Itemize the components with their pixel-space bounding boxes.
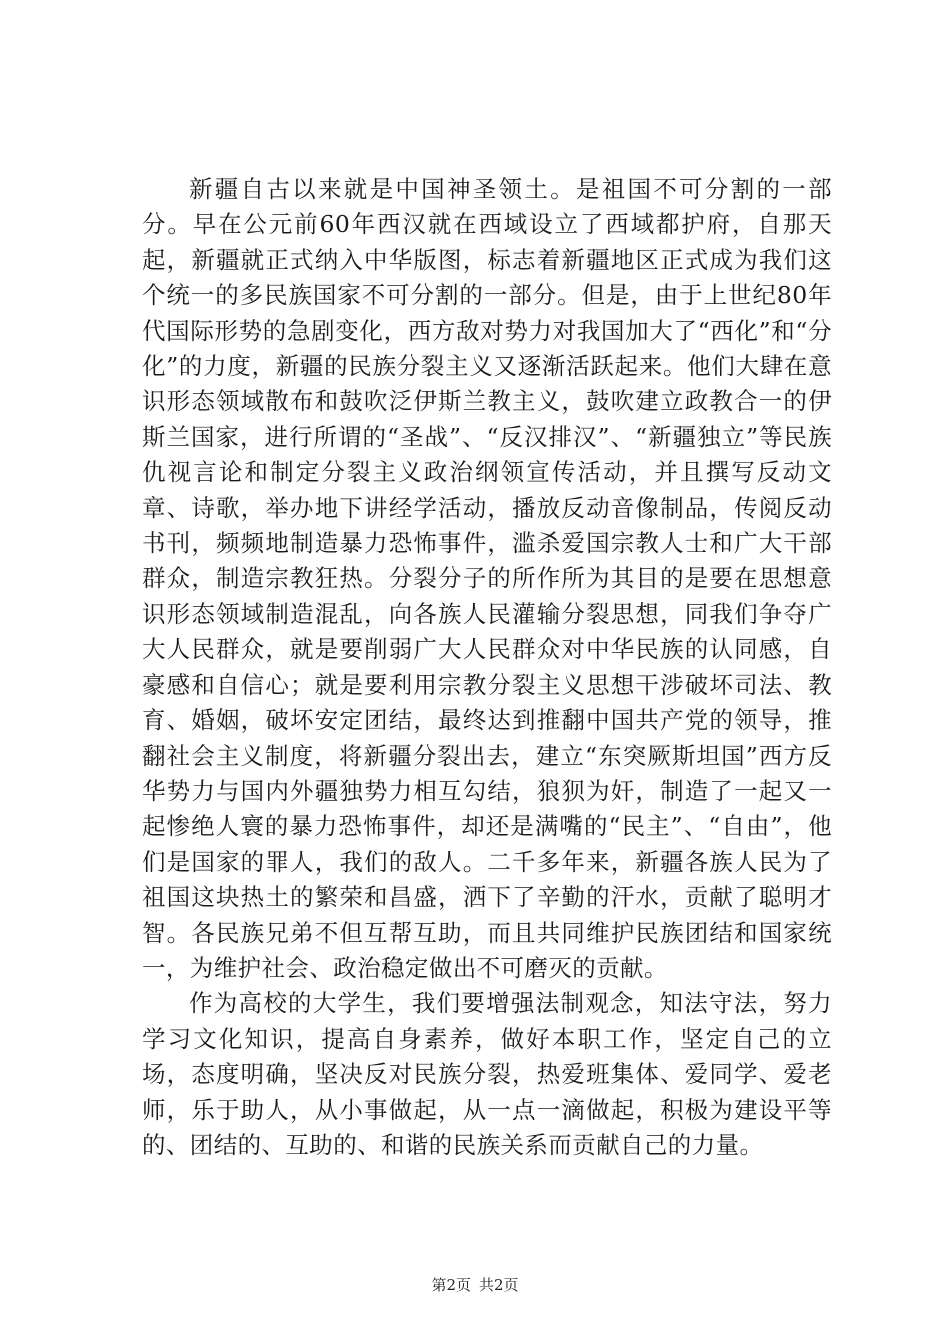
page-footer (0, 1275, 950, 1295)
page-total: 共2页 (479, 1276, 519, 1294)
paragraph-2: 作为高校的大学生，我们要增强法制观念，知法守法，努力学习文化知识，提高自身素养，做好本职工作，坚定自己的立场，态度明确，坚决反对民族分裂，热爱班集体、爱同学、爱老师，乐于助人，从小事做起，从一点一滴做起，积极为建设平等的、团结的、互助的、和谐的民族关系而贡献自己的力量。 (142, 989, 832, 1159)
document-body (142, 172, 832, 1163)
paragraph-1: 新疆自古以来就是中国神圣领土。是祖国不可分割的一部分。早在公元前60年西汉就在西域设立了西域都护府，自那天起，新疆就正式纳入中华版图，标志着新疆地区正式成为我们这个统一的多民族国家不可分割的一部分。但是，由于上世纪80年代国际形势的急剧变化，西方敌对势力对我国加大了“西化”和“分化”的力度，新疆的民族分裂主义又逐渐活跃起来。他们大肆在意识形态领域散布和鼓吹泛伊斯兰教主义，鼓吹建立政教合一的伊斯兰国家，进行所谓的“圣战”、“反汉排汉”、“新疆独立”等民族仇视言论和制定分裂主义政治纲领宣传活动，并且撰写反动文章、诗歌，举办地下讲经学活动，播放反动音像制品，传阅反动书刊，频频地制造暴力恐怖事件，滥杀爱国宗教人士和广大干部群众，制造宗教狂热。分裂分子的所作所为其目的是要在思想意识形态领域制造混乱，向各族人民灌输分裂思想，同我们争夺广大人民群众，就是要削弱广大人民群众对中华民族的认同感，自豪感和自信心；就是要利用宗教分裂主义思想干涉破坏司法、教育、婚姻，破坏安定团结，最终达到推翻中国共产党的领导，推翻社会主义制度，将新疆分裂出去，建立“东突厥斯坦国”西方反华势力与国内外疆独势力相互勾结，狼狈为奸，制造了一起又一起惨绝人寰的暴力恐怖事件，却还是满嘴的“民主”、“自由”，他们是国家的罪人，我们的敌人。二千多年来，新疆各族人民为了祖国这块热土的繁荣和昌盛，洒下了辛勤的汗水，贡献了聪明才智。各民族兄弟不但互帮互助，而且共同维护民族团结和国家统一，为维护社会、政治稳定做出不可磨灭的贡献。 (142, 175, 832, 982)
page-number: 第2页 (431, 1276, 471, 1294)
